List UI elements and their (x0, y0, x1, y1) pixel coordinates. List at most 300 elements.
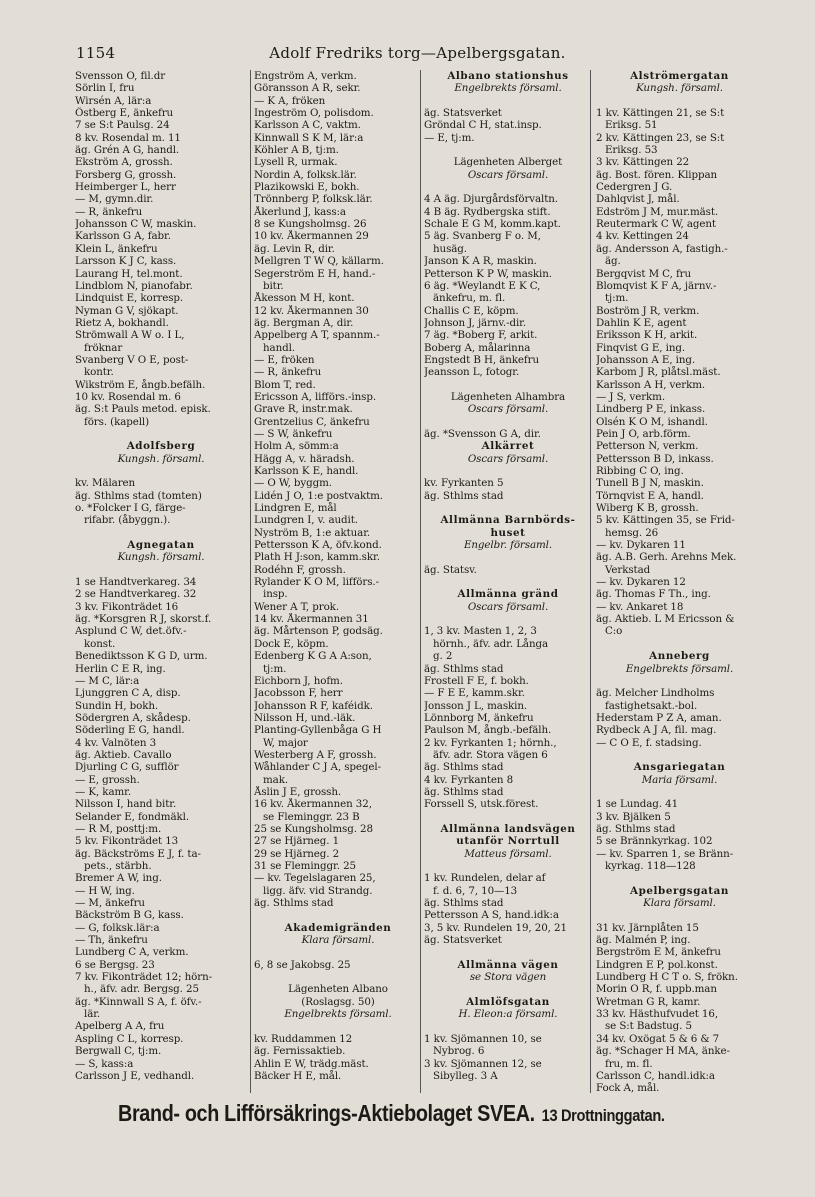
directory-entry: Åslin J E, grossh. (254, 785, 342, 798)
entry-continuation: W, major (263, 736, 308, 749)
parish-subheading: Klara församl. (301, 934, 375, 947)
directory-entry: Sundin H, bokh. (75, 699, 159, 712)
directory-entry: Engstedt B H, änkefru (424, 353, 539, 366)
directory-entry: Göransson A R, sekr. (254, 82, 361, 95)
directory-entry: Karbom J R, plåtsl.mäst. (596, 366, 721, 379)
directory-entry: Dock E, köpm. (254, 637, 329, 650)
parish-subheading: H. Eleon:a församl. (458, 1008, 558, 1021)
street-heading: utanför Norrtull (456, 835, 560, 848)
directory-entry: äg. Aktieb. Cavallo (75, 748, 172, 761)
parish-subheading: Engelbrekts församl. (454, 82, 562, 95)
directory-entry: äg. Sthlms stad (424, 662, 504, 675)
directory-entry: Pein J O, arb.förm. (596, 427, 691, 440)
directory-entry: — kv. Ankaret 18 (596, 600, 684, 613)
directory-entry: Wiberg K B, grossh. (596, 502, 699, 515)
column-3 (420, 70, 592, 1093)
directory-entry: Finqvist G E, ing. (596, 341, 686, 354)
directory-entry: Hägg A, v. häradsh. (254, 452, 355, 465)
directory-entry: Westerberg A F, grossh. (254, 748, 377, 761)
directory-entry: äg. *Schager H MA, änke- (596, 1045, 730, 1058)
directory-entry: 1 se Handtverkareg. 34 (75, 576, 197, 589)
directory-entry: Holm A, sömm:a (254, 440, 339, 453)
directory-entry: äg. Melcher Lindholms (596, 687, 715, 700)
directory-entry: Aspling C L, korresp. (75, 1032, 184, 1045)
street-heading: Agnegatan (127, 539, 195, 552)
directory-entry: Lysell R, urmak. (254, 156, 338, 169)
directory-entry: Ahlin E W, trädg.mäst. (254, 1057, 369, 1070)
parish-subheading: Kungsh. församl. (636, 82, 723, 95)
directory-entry: Selander E, fondmäkl. (75, 810, 189, 823)
directory-entry: Köhler A B, tj:m. (254, 144, 339, 157)
column-2 (250, 70, 422, 1093)
directory-entry: Ekström A, grossh. (75, 156, 173, 169)
directory-entry: — F E E, kamm.skr. (424, 687, 525, 700)
directory-entry: 10 kv. Rosendal m. 6 (75, 390, 181, 403)
directory-entry: Eichborn J, hofm. (254, 674, 343, 687)
directory-entry: Laurang H, tel.mont. (75, 267, 183, 280)
entry-continuation: se Fleminggr. 23 B (263, 810, 360, 823)
directory-entry: äg. Sthlms stad (424, 761, 504, 774)
directory-entry: äg. Andersson A, fastigh.- (596, 242, 728, 255)
directory-entry: Johansson A E, ing. (596, 353, 696, 366)
spacer (424, 95, 592, 107)
directory-entry: 34 kv. Oxögat 5 & 6 & 7 (596, 1032, 720, 1045)
directory-entry: Lindblom N, pianofabr. (75, 279, 193, 292)
spacer (424, 860, 592, 872)
directory-entry: Strömwall A W o. I L, (75, 329, 185, 342)
entry-continuation: h., äfv. adr. Bergsg. 25 (84, 983, 199, 996)
parish-subheading: Kungsh. församl. (117, 551, 205, 564)
directory-entry: äg. Sthlms stad (596, 822, 676, 835)
directory-entry: 12 kv. Åkermannen 30 (254, 304, 369, 317)
directory-entry: äg. *Korsgren R J, skorst.f. (75, 613, 212, 626)
directory-entry: 25 se Kungsholmsg. 28 (254, 822, 373, 835)
directory-entry: 4 kv. Fyrkanten 8 (424, 773, 514, 786)
directory-entry: Wirsén A, lär:a (75, 94, 152, 107)
directory-entry: Jacobsson F, herr (254, 687, 343, 700)
directory-entry: Bergwall C, tj:m. (75, 1045, 162, 1058)
spacer (254, 946, 422, 958)
entry-continuation: Sibylleg. 3 A (433, 1069, 498, 1082)
directory-entry: Edenberg K G A A:son, (254, 650, 372, 663)
spacer (424, 613, 592, 625)
directory-entry: 14 kv. Åkermannen 31 (254, 613, 369, 626)
parish-subheading: Engelbrekts församl. (625, 662, 734, 675)
directory-entry: Lindquist E, korresp. (75, 292, 184, 305)
directory-entry: — kv. Sparren 1, se Bränn- (596, 847, 734, 860)
directory-entry: Petterson N, verkm. (596, 440, 699, 453)
spacer (424, 181, 592, 193)
directory-entry: Asplund C W, det.öfv.- (75, 625, 187, 638)
directory-entry: Karlsson A C, vaktm. (254, 119, 361, 132)
directory-entry: Fock A, mål. (596, 1082, 660, 1093)
directory-entry: Lundgren I, v. audit. (254, 514, 358, 527)
directory-entry: — C O E, f. stadsing. (596, 736, 702, 749)
directory-entry: — H W, ing. (75, 884, 135, 897)
directory-entry: Nilsson H, und.-läk. (254, 711, 356, 724)
spacer (424, 946, 592, 958)
directory-entry: 5 se Brännkyrkag. 102 (596, 835, 713, 848)
directory-entry: Sörlin I, fru (75, 82, 135, 95)
entry-continuation: äfv. adr. Stora vägen 6 (433, 748, 548, 761)
directory-entry: — S, kass:a (75, 1057, 134, 1070)
directory-entry: Eriksson K H, arkit. (596, 329, 698, 342)
entry-continuation: konst. (84, 637, 116, 650)
directory-entry: Dahlin K E, agent (596, 316, 687, 329)
directory-entry: 1 se Lundag. 41 (596, 798, 679, 811)
directory-entry: 4 B äg. Rydbergska stift. (424, 205, 551, 218)
directory-entry: Edström J M, mur.mäst. (596, 205, 719, 218)
directory-entry: Ribbing C O, ing. (596, 465, 684, 477)
street-heading: huset (490, 526, 526, 539)
directory-entry: äg. Thomas F Th., ing. (596, 588, 711, 601)
directory-entry: Rodéhn F, grossh. (254, 563, 346, 576)
spacer (424, 416, 592, 428)
entry-continuation: hörnh., äfv. adr. Långa (433, 637, 549, 650)
directory-entry: Lindgren E, mål (254, 502, 337, 515)
directory-entry: 7 kv. Fikonträdet 12; hörn- (75, 971, 213, 984)
street-heading: Akademigränden (284, 921, 392, 934)
directory-entry: Ljunggren C A, disp. (75, 687, 181, 700)
directory-entry: — S W, änkefru (254, 427, 333, 440)
directory-entry: 3 kv. Fikonträdet 16 (75, 600, 179, 613)
directory-entry: 1 kv. Sjömannen 10, se (424, 1032, 542, 1045)
entry-continuation: fru, m. fl. (605, 1057, 653, 1070)
page-header (76, 44, 759, 66)
directory-entry: Kinnwall S K M, lär:a (254, 131, 364, 144)
directory-entry: — R M, posttj:m. (75, 822, 162, 835)
directory-entry: Carlsson J E, vedhandl. (75, 1069, 195, 1082)
directory-entry: Planting-Gyllenbåga G H (254, 724, 382, 737)
footer-address: 13 Drottninggatan. (541, 1106, 665, 1125)
directory-entry: Petterson K P W, maskin. (424, 267, 552, 280)
parish-subheading: Engelbr. församl. (463, 539, 553, 552)
directory-entry: 5 äg. Svanberg F o. M, (424, 230, 541, 243)
street-heading: Apelbergsgatan (629, 884, 729, 897)
spacer (75, 465, 247, 477)
directory-entry: — J S, verkm. (596, 390, 666, 403)
directory-entry: Larsson K J C, kass. (75, 255, 177, 268)
directory-entry: 2 se Handtverkareg. 32 (75, 588, 197, 601)
directory-entry: Karlsson K E, handl. (254, 465, 359, 477)
directory-entry: Lindgren E P, pol.konst. (596, 958, 718, 971)
directory-entry: Klein L, änkefru (75, 242, 158, 255)
footer-advertisement (118, 1098, 665, 1128)
footer-company: Brand- och Lifförsäkrings-Aktiebolaget SVEA. (118, 1100, 535, 1126)
directory-entry: Apelberg A A, fru (75, 1020, 165, 1033)
directory-entry: 7 äg. *Boberg F, arkit. (424, 329, 538, 342)
spacer (424, 576, 592, 588)
spacer (424, 1020, 592, 1032)
directory-entry: Herlin C E R, ing. (75, 662, 166, 675)
directory-entry: Södergren A, skådesp. (75, 711, 191, 724)
directory-entry: 4 kv. Kettingen 24 (596, 230, 689, 243)
directory-entry: — M, änkefru (75, 897, 145, 910)
directory-entry: Lundberg C A, verkm. (75, 946, 189, 959)
directory-entry: äg. Bäckströms E J, f. ta- (75, 847, 201, 860)
directory-entry: — E, fröken (254, 353, 315, 366)
directory-entry: Plath H J:son, kamm.skr. (254, 551, 380, 564)
directory-entry: Hederstam P Z A, aman. (596, 711, 722, 724)
spacer (424, 144, 592, 156)
directory-entry: 1 kv. Kättingen 21, se S:t (596, 107, 725, 120)
street-heading: Allmänna Barnbörds- (440, 514, 576, 527)
directory-entry: — kv. Dykaren 11 (596, 539, 686, 552)
entry-continuation: hemsg. 26 (605, 526, 659, 539)
directory-entry: 1 kv. Rundelen, delar af (424, 872, 546, 885)
directory-entry: — E, tj:m. (424, 131, 475, 144)
directory-entry: Cedergren J G. (596, 181, 673, 194)
directory-entry: Karlsson G A, fabr. (75, 230, 171, 243)
spacer (424, 379, 592, 391)
directory-entry: Gröndal C H, stat.insp. (424, 119, 542, 132)
directory-entry: 33 kv. Hästhufvudet 16, (596, 1008, 718, 1021)
spacer (424, 465, 592, 477)
spacer (596, 786, 763, 798)
spacer (424, 551, 592, 563)
spacer (424, 502, 592, 514)
directory-entry: Forsberg G, grossh. (75, 168, 177, 181)
entry-continuation: Nybrog. 6 (433, 1045, 485, 1058)
directory-entry: Rydbeck A J A, fil. mag. (596, 724, 717, 737)
running-title: Adolf Fredriks torg—Apelbergsgatan. (269, 44, 566, 62)
place-heading: (Roslagsg. 50) (301, 995, 375, 1008)
directory-entry: Bäckström B G, kass. (75, 909, 184, 922)
columns-area (75, 70, 763, 1093)
parish-subheading: Maria församl. (641, 773, 718, 786)
street-heading: Allmänna gränd (457, 588, 559, 601)
entry-continuation: g. 2 (433, 650, 453, 663)
entry-continuation: fröknar (84, 341, 123, 354)
directory-entry: 31 kv. Järnplåten 15 (596, 921, 699, 934)
street-heading: Allmänna landsvägen (440, 822, 576, 835)
directory-entry: Frostell F E, f. bokh. (424, 674, 529, 687)
directory-entry: — R, änkefru (75, 205, 143, 218)
directory-entry: Boström J R, verkm. (596, 304, 700, 317)
directory-entry: 2 kv. Fyrkanten 1; hörnh., (424, 736, 557, 749)
directory-entry: Boberg A, målarinna (424, 341, 531, 354)
directory-entry: Wåhlander C J A, spegel- (254, 761, 381, 774)
spacer (75, 527, 247, 539)
directory-entry: Pettersson K A, öfv.kond. (254, 539, 382, 552)
directory-entry: Östberg E, änkefru (75, 107, 174, 120)
spacer (596, 95, 763, 107)
directory-entry: Rietz A, bokhandl. (75, 316, 169, 329)
parish-subheading: Oscars församl. (467, 403, 549, 416)
directory-entry: 8 kv. Rosendal m. 11 (75, 131, 181, 144)
directory-entry: 3, 5 kv. Rundelen 19, 20, 21 (424, 921, 567, 934)
directory-entry: Appelberg A T, spannm.- (254, 329, 380, 342)
entry-continuation: tj:m. (263, 662, 287, 675)
directory-entry: o. *Folcker I G, färge- (75, 502, 186, 515)
street-heading: Adolfsberg (126, 440, 196, 453)
entry-continuation: insp. (263, 588, 288, 601)
spacer (596, 909, 763, 921)
street-heading: Alströmergatan (630, 70, 729, 82)
directory-entry: 7 se S:t Paulsg. 24 (75, 119, 170, 132)
directory-entry: äg. Mårtenson P, godsäg. (254, 625, 383, 638)
street-heading: Alkärret (481, 440, 535, 453)
directory-entry: Mellgren T W Q, källarm. (254, 255, 384, 268)
directory-entry: 5 kv. Fikonträdet 13 (75, 835, 179, 848)
spacer (596, 872, 763, 884)
entry-continuation: äg. (605, 255, 621, 268)
directory-entry: Janson K A R, maskin. (424, 255, 537, 268)
directory-entry: äg. Fernissaktieb. (254, 1045, 346, 1058)
directory-entry: äg. Levin R, dir. (254, 242, 335, 255)
entry-continuation: bitr. (263, 279, 284, 292)
directory-entry: Törnqvist E A, handl. (596, 489, 704, 502)
directory-entry: Bergqvist M C, fru (596, 267, 692, 280)
entry-continuation: kontr. (84, 366, 114, 379)
directory-entry: Paulson M, ångb.-befälh. (424, 724, 552, 737)
directory-entry: Nordin A, folksk.lär. (254, 168, 357, 181)
directory-entry: Pettersson A S, hand.idk:a (424, 909, 559, 922)
directory-entry: äg. Sthlms stad (424, 785, 504, 798)
column-1 (75, 70, 247, 1093)
directory-entry: Plazikowski E, bokh. (254, 181, 360, 194)
parish-subheading: Oscars församl. (467, 452, 549, 465)
directory-entry: Grentzelius C, änkefru (254, 415, 370, 428)
entry-continuation: Verkstad (605, 563, 651, 576)
entry-continuation: änkefru, m. fl. (433, 292, 506, 305)
spacer (75, 428, 247, 440)
directory-entry: 2 kv. Kättingen 23, se S:t (596, 131, 725, 144)
directory-entry: 3 kv. Kättingen 22 (596, 156, 690, 169)
parish-subheading: Engelbrekts församl. (284, 1008, 392, 1021)
parish-subheading: Klara församl. (643, 897, 716, 910)
page-number: 1154 (76, 44, 116, 62)
directory-entry: Johnson J, järnv.-dir. (424, 316, 527, 329)
directory-entry: Bergström E M, änkefru (596, 946, 721, 959)
parish-subheading: se Stora vägen (469, 971, 547, 984)
directory-entry: äg. S:t Pauls metod. episk. (75, 403, 211, 416)
directory-entry: äg. *Svensson G A, dir. (424, 427, 541, 440)
directory-entry: Karlsson A H, verkm. (596, 378, 706, 391)
entry-continuation: Eriksg. 51 (605, 119, 658, 132)
directory-entry: Åkerlund J, kass:a (254, 205, 346, 218)
directory-entry: Morin O R, f. uppb.man (596, 983, 717, 996)
spacer (424, 811, 592, 823)
street-heading: Anneberg (649, 650, 710, 663)
directory-entry: — M, gymn.dir. (75, 193, 154, 206)
directory-entry: äg. *Kinnwall S A, f. öfv.- (75, 995, 202, 1008)
street-heading: Almlöfsgatan (466, 995, 550, 1008)
directory-entry: kv. Ruddammen 12 (254, 1032, 353, 1045)
directory-entry: Segerström E H, hand.- (254, 267, 376, 280)
directory-entry: 5 kv. Kättingen 35, se Frid- (596, 514, 735, 527)
directory-entry: Ingeström O, polisdom. (254, 107, 374, 120)
parish-subheading: Oscars församl. (467, 600, 549, 613)
directory-entry: Johansson R F, kaféidk. (254, 699, 373, 712)
spacer (75, 564, 247, 576)
directory-entry: — G, folksk.lär:a (75, 921, 160, 934)
parish-subheading: Matteus församl. (464, 847, 552, 860)
directory-entry: Bremer A W, ing. (75, 872, 162, 885)
directory-entry: 16 kv. Åkermannen 32, (254, 798, 372, 811)
directory-entry: — Th, änkefru (75, 934, 148, 947)
directory-entry: kv. Mälaren (75, 477, 136, 490)
directory-entry: Rylander K O M, lifförs.- (254, 576, 379, 589)
directory-entry: Engström A, verkm. (254, 70, 357, 82)
directory-entry: Reutermark C W, agent (596, 218, 716, 231)
directory-entry: Nyman G V, sjökapt. (75, 304, 179, 317)
directory-entry: Åkesson M H, kont. (254, 292, 355, 305)
spacer (254, 909, 422, 921)
spacer (596, 675, 763, 687)
directory-entry: 3 kv. Sjömannen 12, se (424, 1057, 542, 1070)
directory-entry: 10 kv. Åkermannen 29 (254, 230, 369, 243)
directory-entry: 6, 8 se Jakobsg. 25 (254, 958, 351, 971)
directory-entry: 4 kv. Valnöten 3 (75, 736, 157, 749)
directory-entry: Svensson O, fil.dr (75, 70, 166, 82)
parish-subheading: Kungsh. församl. (117, 452, 205, 465)
directory-entry: äg. Statsv. (424, 563, 477, 576)
spacer (596, 638, 763, 650)
directory-entry: Ericsson A, lifförs.-insp. (254, 390, 376, 403)
directory-entry: Wener A T, prok. (254, 600, 339, 613)
place-heading: Lägenheten Alberget (453, 156, 563, 169)
directory-entry: Jeansson L, fotogr. (424, 366, 520, 379)
place-heading: Lägenheten Alhambra (450, 390, 566, 403)
entry-continuation: kyrkag. 118—128 (605, 860, 696, 872)
directory-entry: Lidén J O, 1:e postvaktm. (254, 489, 383, 502)
entry-continuation: rifabr. (åbyggn.). (84, 514, 171, 527)
directory-entry: Söderling E G, handl. (75, 724, 185, 737)
directory-entry: 6 se Bergsg. 23 (75, 958, 155, 971)
directory-entry: Schale E G M, komm.kapt. (424, 218, 561, 231)
parish-subheading: Oscars församl. (467, 168, 549, 181)
entry-continuation: C:o (605, 625, 623, 638)
entry-continuation: se S:t Badstug. 5 (605, 1020, 692, 1033)
entry-continuation: tj:m. (605, 292, 629, 305)
entry-continuation: husäg. (433, 242, 467, 255)
directory-entry: äg. Sthlms stad (424, 489, 504, 502)
directory-entry: 3 kv. Bjälken 5 (596, 810, 671, 823)
street-heading: Albano stationshus (447, 70, 569, 82)
directory-entry: äg. Malmén P, ing. (596, 934, 691, 947)
directory-entry: äg. Sthlms stad (254, 897, 334, 910)
directory-entry: 29 se Hjärneg. 2 (254, 847, 340, 860)
directory-entry: 31 se Fleminggr. 25 (254, 860, 356, 872)
directory-entry: — kv. Dykaren 12 (596, 576, 686, 589)
entry-continuation: handl. (263, 341, 295, 354)
entry-continuation: mak. (263, 773, 289, 786)
directory-entry: äg. Sthlms stad (tomten) (75, 489, 202, 502)
street-heading: Ansgariegatan (633, 761, 726, 774)
directory-entry: Carlsson C, handl.idk:a (596, 1069, 715, 1082)
spacer (596, 749, 763, 761)
directory-entry: Jonsson J L, maskin. (424, 699, 528, 712)
directory-entry: Benediktsson K G D, urm. (75, 650, 208, 663)
column-4 (590, 70, 763, 1093)
directory-entry: — R, änkefru (254, 366, 322, 379)
directory-entry: Tunell B J N, maskin. (596, 477, 704, 490)
directory-entry: kv. Fyrkanten 5 (424, 477, 504, 490)
directory-entry: 1, 3 kv. Masten 1, 2, 3 (424, 625, 537, 638)
directory-entry: Lundberg H C T o. S, frökn. (596, 971, 738, 984)
directory-entry: äg. Statsverket (424, 934, 502, 947)
directory-entry: Trönnberg P, folksk.lär. (254, 193, 373, 206)
directory-entry: äg. Grén A G, handl. (75, 144, 180, 157)
entry-continuation: lär. (84, 1008, 101, 1021)
entry-continuation: pets., stärbh. (84, 860, 152, 872)
street-heading: Allmänna vägen (457, 958, 559, 971)
directory-entry: — O W, byggm. (254, 477, 332, 490)
spacer (424, 983, 592, 995)
directory-entry: äg. Bost. fören. Klippan (596, 168, 718, 181)
entry-continuation: fastighetsakt.-bol. (605, 699, 698, 712)
